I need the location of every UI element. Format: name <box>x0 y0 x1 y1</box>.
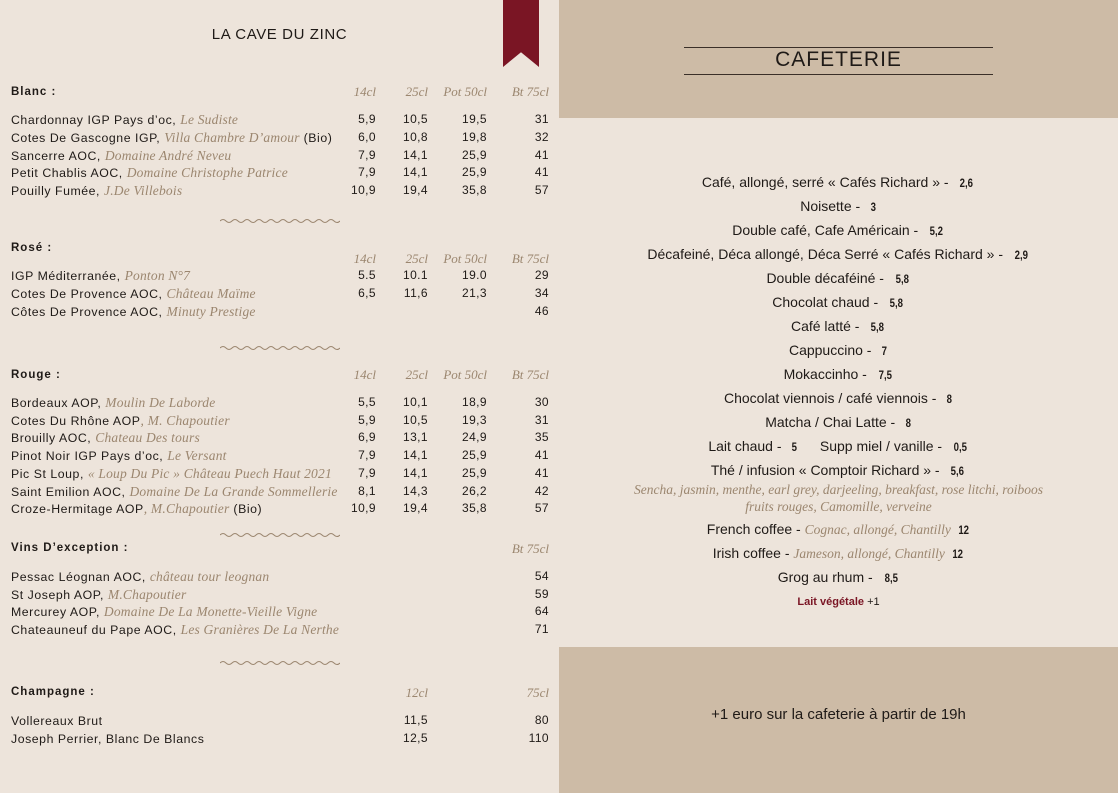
lait-vegetal-note <box>559 596 1118 608</box>
col-header-14cl: 14cl <box>353 84 376 99</box>
price-p14: 8,1 <box>358 483 376 498</box>
item-price: 12 <box>958 523 969 537</box>
wine-name <box>11 569 269 585</box>
price-p75: 64 <box>534 604 549 619</box>
menu-item-irish-coffee <box>559 545 1118 562</box>
wine-appellation: Cotes Du Rhône AOP <box>11 413 141 428</box>
item-price: 8,5 <box>884 571 898 585</box>
price-p50: 35,8 <box>462 501 487 516</box>
price-p14: 6,9 <box>358 430 376 445</box>
wine-name <box>11 148 231 164</box>
price-p75: 57 <box>534 183 549 198</box>
menu-item <box>559 246 1118 262</box>
price-p75: 42 <box>534 483 549 498</box>
item-price: 2,9 <box>1014 248 1028 262</box>
item-label: French coffee - <box>706 521 805 537</box>
wine-domain: « Loup Du Pic » Château Puech Haut 2021 <box>87 465 332 481</box>
price-p25: 19,4 <box>403 183 428 198</box>
wine-appellation: Cotes De Gascogne IGP, <box>11 130 165 145</box>
price-p25: 19,4 <box>403 501 428 516</box>
col-header-bt75cl: Bt 75cl <box>511 367 549 382</box>
wine-appellation: Pouilly Fumée, <box>11 184 104 199</box>
price-p14: 7,9 <box>358 465 376 480</box>
price-p14: 5,5 <box>358 395 376 409</box>
wine-domain: , M.Chapoutier <box>143 501 230 517</box>
wine-name <box>11 268 190 284</box>
supp-price: 0,5 <box>953 440 967 454</box>
menu-item <box>559 366 1118 382</box>
evening-surcharge-note: +1 euro sur la cafeterie à partir de 19h <box>711 706 966 723</box>
price-p75: 29 <box>534 268 549 282</box>
price-p50: 19,5 <box>462 112 487 126</box>
item-label: Chocolat viennois / café viennois - <box>723 390 941 406</box>
supp-label: Supp miel / vanille - <box>819 438 946 454</box>
wine-domain: , M. Chapoutier <box>140 412 230 428</box>
menu-item <box>559 198 1118 214</box>
wine-name <box>11 304 256 320</box>
col-header-pot50cl: Pot 50cl <box>443 251 487 266</box>
wine-appellation: Vollereaux Brut <box>11 714 103 728</box>
section-title-exception: Vins D’exception : <box>11 542 129 554</box>
wine-domain: Le Versant <box>167 448 227 464</box>
price-p50: 25,9 <box>462 165 487 180</box>
wine-domain: Villa Chambre D’amour <box>164 129 300 145</box>
wine-appellation: St Joseph AOP, <box>11 587 108 602</box>
wine-domain: Ponton N°7 <box>124 268 191 283</box>
wine-name <box>11 395 215 411</box>
price-p75: 46 <box>534 303 549 318</box>
wine-appellation: Croze-Hermitage AOP <box>11 502 144 517</box>
cafeterie-title: CAFETERIE <box>775 48 902 71</box>
wine-name <box>11 484 338 500</box>
price-p75: 41 <box>534 147 549 162</box>
menu-item <box>559 342 1118 358</box>
item-label: Café, allongé, serré « Cafés Richard » - <box>701 174 953 190</box>
price-p14: 5,9 <box>358 412 376 427</box>
price-p14: 10,9 <box>351 183 376 198</box>
price-p50: 19,3 <box>462 412 487 427</box>
wine-domain: Domaine André Neveu <box>104 147 232 163</box>
item-price: 5,8 <box>871 320 885 334</box>
price-p12: 11,5 <box>403 713 428 727</box>
wine-domain: Château Maïme <box>166 285 256 301</box>
wine-appellation: Chateauneuf du Pape AOC, <box>11 623 181 638</box>
price-p25: 11,6 <box>403 285 428 300</box>
price-p14: 6,0 <box>358 129 376 144</box>
col-header-25cl: 25cl <box>405 251 428 266</box>
col-header-75cl: 75cl <box>526 685 549 700</box>
col-header-25cl: 25cl <box>405 367 428 382</box>
wine-appellation: Pessac Léognan AOC, <box>11 570 150 584</box>
wine-name <box>11 286 256 302</box>
item-label: Chocolat chaud - <box>772 294 883 310</box>
price-p75: 34 <box>534 285 549 300</box>
section-title-rose: Rosé : <box>11 242 53 254</box>
item-label: Cappuccino - <box>788 342 876 358</box>
wave-divider-icon <box>220 345 340 351</box>
item-label: Lait chaud - <box>708 438 786 454</box>
wine-domain: M.Chapoutier <box>107 586 187 602</box>
price-p75: 80 <box>534 713 549 727</box>
wine-appellation: Brouilly AOC, <box>11 431 96 446</box>
price-p14: 7,9 <box>358 165 376 180</box>
wine-name <box>11 448 227 464</box>
price-p50: 25,9 <box>462 448 487 463</box>
item-description: Jameson, allongé, Chantilly <box>793 546 945 561</box>
wine-appellation: Saint Emilion AOC, <box>11 484 130 499</box>
lait-vegetal-price: +1 <box>867 596 880 608</box>
col-header-12cl: 12cl <box>405 685 428 700</box>
item-label: Grog au rhum - <box>777 569 877 585</box>
price-p75: 71 <box>534 622 549 637</box>
item-label: Décafeiné, Déca allongé, Déca Serré « Cafés Richard » - <box>647 246 1007 262</box>
col-header-pot50cl: Pot 50cl <box>443 367 487 382</box>
item-label: Café latté - <box>790 318 864 334</box>
col-header-pot50cl: Pot 50cl <box>443 84 487 99</box>
wine-name <box>11 183 182 199</box>
price-p12: 12,5 <box>403 730 428 745</box>
price-p14: 5.5 <box>358 268 376 282</box>
price-p50: 25,9 <box>462 147 487 162</box>
wine-appellation: Mercurey AOP, <box>11 605 104 620</box>
price-p25: 10.1 <box>403 268 428 282</box>
menu-item <box>559 294 1118 310</box>
item-price: 7,5 <box>878 368 892 382</box>
wine-name <box>11 501 262 517</box>
wine-appellation: IGP Méditerranée, <box>11 269 125 283</box>
col-header-25cl: 25cl <box>405 84 428 99</box>
wine-suffix: (Bio) <box>299 130 333 145</box>
wine-appellation: Bordeaux AOP, <box>11 396 106 410</box>
wine-domain: château tour leognan <box>149 569 270 584</box>
wine-domain: Chateau Des tours <box>95 430 200 446</box>
wine-name <box>11 713 103 729</box>
col-header-14cl: 14cl <box>353 251 376 266</box>
wine-name <box>11 466 332 482</box>
col-header-14cl: 14cl <box>353 367 376 382</box>
price-p75: 31 <box>534 112 549 126</box>
price-p75: 59 <box>534 586 549 601</box>
item-price: 5,2 <box>929 224 944 238</box>
item-price: 5,6 <box>951 464 965 478</box>
price-p14: 7,9 <box>358 147 376 162</box>
price-p50: 18,9 <box>462 395 487 409</box>
section-title-blanc: Blanc : <box>11 86 57 98</box>
col-header-bt75cl: Bt 75cl <box>511 84 549 99</box>
price-p75: 41 <box>534 165 549 180</box>
price-p25: 10,5 <box>403 112 428 126</box>
cafeterie-page <box>559 0 1118 793</box>
wine-appellation: Pic St Loup, <box>11 466 88 481</box>
wine-domain: Domaine De La Monette-Vieille Vigne <box>103 604 318 620</box>
wine-domain: Domaine Christophe Patrice <box>126 165 288 181</box>
col-header-bt75cl: Bt 75cl <box>511 251 549 266</box>
menu-item-the <box>559 462 1118 478</box>
item-price: 12 <box>952 547 963 561</box>
wave-divider-icon <box>220 218 340 224</box>
menu-item-lait-chaud <box>559 438 1118 454</box>
wine-name <box>11 112 238 128</box>
price-p25: 13,1 <box>403 430 428 445</box>
price-p50: 19.0 <box>462 268 487 282</box>
price-p75: 110 <box>528 730 549 745</box>
wine-name <box>11 587 186 603</box>
price-p14: 10,9 <box>351 501 376 516</box>
price-p50: 35,8 <box>462 183 487 198</box>
title-rule-bottom <box>684 74 993 75</box>
price-p50: 19,8 <box>462 129 487 144</box>
wine-appellation: Pinot Noir IGP Pays d’oc, <box>11 449 168 464</box>
menu-item-french-coffee <box>559 521 1118 538</box>
price-p25: 10,8 <box>403 129 428 144</box>
wine-name <box>11 731 204 747</box>
wine-domain: Le Sudiste <box>180 112 239 127</box>
price-p50: 25,9 <box>462 465 487 480</box>
price-p25: 14,1 <box>403 147 428 162</box>
menu-item <box>559 318 1118 334</box>
section-title-champagne: Champagne : <box>11 686 95 698</box>
price-p75: 31 <box>534 412 549 427</box>
price-p50: 24,9 <box>462 430 487 445</box>
wine-appellation: Petit Chablis AOC, <box>11 166 127 181</box>
item-label: Matcha / Chai Latte - <box>765 414 900 430</box>
wine-name <box>11 430 200 446</box>
menu-item <box>559 174 1118 190</box>
price-p75: 30 <box>534 395 549 409</box>
menu-item <box>559 390 1118 406</box>
wine-name <box>11 130 332 146</box>
item-price: 5,8 <box>889 296 904 310</box>
wine-appellation: Cotes De Provence AOC, <box>11 286 167 301</box>
wine-domain: Minuty Prestige <box>166 303 256 319</box>
wine-suffix: (Bio) <box>229 502 263 517</box>
price-p75: 32 <box>534 129 549 144</box>
wine-domain: Les Granières De La Nerthe <box>180 622 340 638</box>
item-price: 8 <box>946 392 953 406</box>
price-p25: 10,5 <box>403 412 428 427</box>
wave-divider-icon <box>220 532 340 538</box>
price-p25: 14,1 <box>403 165 428 180</box>
price-p25: 10,1 <box>403 395 428 409</box>
wine-domain: Domaine De La Grande Sommellerie <box>129 483 338 499</box>
price-p75: 35 <box>534 430 549 445</box>
wine-name <box>11 604 317 620</box>
price-p25: 14,1 <box>403 448 428 463</box>
price-p14: 5,9 <box>358 112 376 126</box>
item-label: Mokaccinho - <box>783 366 871 382</box>
price-p75: 41 <box>534 465 549 480</box>
wine-name <box>11 165 288 181</box>
wine-appellation: Chardonnay IGP Pays d’oc, <box>11 113 181 127</box>
price-p75: 54 <box>534 569 549 583</box>
item-description: Cognac, allongé, Chantilly <box>804 522 951 537</box>
wine-menu-title: LA CAVE DU ZINC <box>211 26 348 43</box>
item-price: 2,6 <box>960 176 974 190</box>
price-p14: 6,5 <box>358 285 376 300</box>
price-p75: 41 <box>534 448 549 463</box>
col-header-bt75cl: Bt 75cl <box>511 541 549 556</box>
the-varieties-line1: Sencha, jasmin, menthe, earl grey, darjeeling, breakfast, rose litchi, roiboos <box>634 482 1043 497</box>
menu-item <box>559 270 1118 286</box>
item-label: Irish coffee - <box>712 545 794 561</box>
item-price: 5 <box>792 440 798 454</box>
wine-name <box>11 413 230 429</box>
section-title-rouge: Rouge : <box>11 369 61 381</box>
item-price: 5,8 <box>895 272 909 286</box>
item-price: 8 <box>905 416 912 430</box>
wine-appellation: Joseph Perrier, Blanc De Blancs <box>11 731 205 746</box>
price-p50: 21,3 <box>462 285 487 300</box>
price-p14: 7,9 <box>358 448 376 463</box>
menu-item <box>559 222 1118 238</box>
price-p25: 14,3 <box>403 483 428 498</box>
price-p25: 14,1 <box>403 465 428 480</box>
item-label: Double décaféiné - <box>766 270 888 286</box>
the-varieties-line2: fruits rouges, Camomille, verveine <box>745 499 932 514</box>
wine-name <box>11 622 339 638</box>
lait-vegetal-label: Lait végétale <box>797 596 865 608</box>
price-p75: 57 <box>534 501 549 516</box>
item-label: Thé / infusion « Comptoir Richard » - <box>710 462 944 478</box>
price-p50: 26,2 <box>462 483 487 498</box>
wine-appellation: Sancerre AOC, <box>11 148 105 163</box>
wine-domain: J.De Villebois <box>104 183 183 199</box>
menu-item <box>559 414 1118 430</box>
item-label: Noisette - <box>800 198 865 214</box>
wine-appellation: Côtes De Provence AOC, <box>11 304 167 319</box>
menu-item-grog <box>559 569 1118 585</box>
wine-domain: Moulin De Laborde <box>105 395 216 410</box>
item-price: 3 <box>870 200 877 214</box>
wave-divider-icon <box>220 660 340 666</box>
item-label: Double café, Cafe Américain - <box>732 222 923 238</box>
item-price: 7 <box>882 344 888 358</box>
